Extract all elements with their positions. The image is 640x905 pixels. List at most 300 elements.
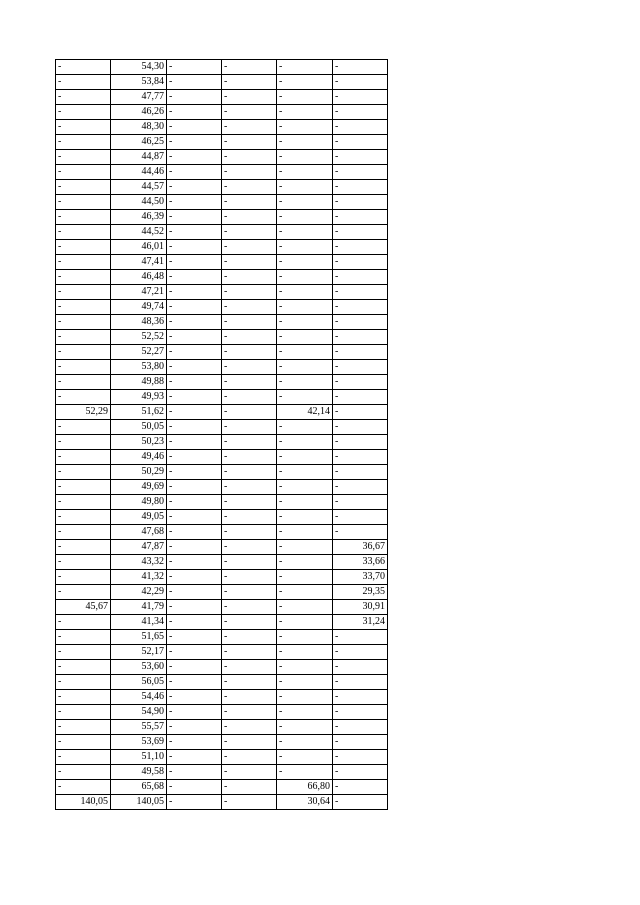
table-cell: - bbox=[277, 720, 333, 735]
table-row bbox=[56, 705, 388, 720]
table-cell: 49,69 bbox=[111, 480, 167, 495]
table-cell: - bbox=[277, 90, 333, 105]
table-cell: - bbox=[56, 60, 111, 75]
table-row bbox=[56, 645, 388, 660]
table-cell: - bbox=[222, 555, 277, 570]
table-row bbox=[56, 570, 388, 585]
table-cell: - bbox=[167, 180, 222, 195]
table-cell: 44,50 bbox=[111, 195, 167, 210]
table-cell: - bbox=[277, 480, 333, 495]
table-cell: - bbox=[277, 600, 333, 615]
table-cell: - bbox=[56, 780, 111, 795]
table-cell: - bbox=[222, 540, 277, 555]
table-cell: - bbox=[56, 180, 111, 195]
table-cell: - bbox=[277, 750, 333, 765]
table-cell: 33,70 bbox=[333, 570, 388, 585]
table-cell: - bbox=[167, 105, 222, 120]
table-cell: - bbox=[222, 285, 277, 300]
table-cell: - bbox=[333, 795, 388, 810]
table-cell: - bbox=[277, 240, 333, 255]
table-cell: - bbox=[56, 510, 111, 525]
table-row bbox=[56, 690, 388, 705]
table-cell: - bbox=[222, 255, 277, 270]
table-cell: 45,67 bbox=[56, 600, 111, 615]
table-cell: - bbox=[222, 765, 277, 780]
table-cell: - bbox=[56, 300, 111, 315]
table-cell: - bbox=[222, 495, 277, 510]
table-cell: - bbox=[277, 150, 333, 165]
table-cell: - bbox=[167, 765, 222, 780]
table-cell: - bbox=[277, 390, 333, 405]
table-cell: 47,41 bbox=[111, 255, 167, 270]
table-row bbox=[56, 585, 388, 600]
table-cell: - bbox=[56, 615, 111, 630]
table-row bbox=[56, 795, 388, 810]
table-row bbox=[56, 435, 388, 450]
table-cell: - bbox=[277, 315, 333, 330]
table-cell: - bbox=[277, 495, 333, 510]
table-cell: - bbox=[222, 735, 277, 750]
table-cell: - bbox=[333, 60, 388, 75]
table-cell: - bbox=[167, 720, 222, 735]
table-cell: - bbox=[277, 330, 333, 345]
table-cell: - bbox=[56, 270, 111, 285]
table-cell: - bbox=[167, 705, 222, 720]
table-cell: 54,30 bbox=[111, 60, 167, 75]
table-cell: - bbox=[333, 705, 388, 720]
table-cell: 53,80 bbox=[111, 360, 167, 375]
table-row bbox=[56, 225, 388, 240]
table-cell: - bbox=[56, 660, 111, 675]
table-row bbox=[56, 420, 388, 435]
table-cell: 55,57 bbox=[111, 720, 167, 735]
table-row bbox=[56, 765, 388, 780]
table-cell: - bbox=[333, 345, 388, 360]
table-cell: - bbox=[333, 435, 388, 450]
table-cell: 33,66 bbox=[333, 555, 388, 570]
table-cell: 44,52 bbox=[111, 225, 167, 240]
table-cell: - bbox=[222, 360, 277, 375]
table-row bbox=[56, 510, 388, 525]
table-cell: - bbox=[56, 735, 111, 750]
table-cell: - bbox=[277, 645, 333, 660]
table-row bbox=[56, 330, 388, 345]
table-cell: - bbox=[167, 780, 222, 795]
table-cell: - bbox=[56, 240, 111, 255]
table-cell: - bbox=[277, 300, 333, 315]
table-cell: - bbox=[333, 225, 388, 240]
table-row bbox=[56, 285, 388, 300]
table-cell: - bbox=[222, 720, 277, 735]
table-cell: - bbox=[167, 540, 222, 555]
table-cell: - bbox=[333, 465, 388, 480]
table-cell: - bbox=[277, 135, 333, 150]
table-cell: - bbox=[333, 270, 388, 285]
table-cell: - bbox=[333, 300, 388, 315]
table-cell: - bbox=[56, 330, 111, 345]
table-cell: - bbox=[56, 570, 111, 585]
table-cell: - bbox=[56, 165, 111, 180]
table-cell: - bbox=[167, 300, 222, 315]
table-row bbox=[56, 495, 388, 510]
table-cell: - bbox=[56, 630, 111, 645]
table-row bbox=[56, 195, 388, 210]
table-cell: - bbox=[56, 225, 111, 240]
table-row bbox=[56, 375, 388, 390]
table-cell: 50,23 bbox=[111, 435, 167, 450]
table-cell: - bbox=[167, 150, 222, 165]
table-cell: 30,64 bbox=[277, 795, 333, 810]
table-cell: - bbox=[333, 420, 388, 435]
table-cell: 44,46 bbox=[111, 165, 167, 180]
table-cell: - bbox=[222, 675, 277, 690]
table-cell: - bbox=[56, 255, 111, 270]
table-cell: - bbox=[277, 345, 333, 360]
table-cell: - bbox=[167, 90, 222, 105]
table-cell: - bbox=[56, 690, 111, 705]
table-cell: - bbox=[277, 465, 333, 480]
table-cell: 48,36 bbox=[111, 315, 167, 330]
table-row bbox=[56, 255, 388, 270]
table-cell: - bbox=[167, 630, 222, 645]
table-cell: - bbox=[56, 90, 111, 105]
table-cell: - bbox=[277, 210, 333, 225]
table-cell: - bbox=[277, 360, 333, 375]
table-cell: - bbox=[56, 195, 111, 210]
table-body bbox=[56, 60, 388, 810]
table-row bbox=[56, 75, 388, 90]
data-table bbox=[55, 59, 388, 810]
table-row bbox=[56, 315, 388, 330]
table-cell: 47,87 bbox=[111, 540, 167, 555]
table-cell: 30,91 bbox=[333, 600, 388, 615]
table-cell: - bbox=[222, 375, 277, 390]
table-cell: - bbox=[277, 225, 333, 240]
table-cell: - bbox=[222, 525, 277, 540]
table-cell: - bbox=[56, 675, 111, 690]
table-cell: - bbox=[56, 420, 111, 435]
table-cell: - bbox=[56, 465, 111, 480]
table-row bbox=[56, 300, 388, 315]
table-cell: - bbox=[277, 105, 333, 120]
table-cell: 41,32 bbox=[111, 570, 167, 585]
table-cell: - bbox=[56, 585, 111, 600]
table-cell: 42,29 bbox=[111, 585, 167, 600]
table-cell: - bbox=[277, 765, 333, 780]
table-cell: - bbox=[333, 450, 388, 465]
table-cell: - bbox=[222, 315, 277, 330]
table-cell: - bbox=[167, 570, 222, 585]
table-cell: - bbox=[222, 300, 277, 315]
table-cell: - bbox=[222, 60, 277, 75]
table-cell: - bbox=[167, 240, 222, 255]
table-cell: 56,05 bbox=[111, 675, 167, 690]
table-cell: - bbox=[222, 615, 277, 630]
table-cell: - bbox=[56, 285, 111, 300]
table-cell: - bbox=[277, 615, 333, 630]
table-cell: - bbox=[56, 540, 111, 555]
table-cell: - bbox=[222, 795, 277, 810]
table-cell: - bbox=[56, 720, 111, 735]
table-cell: - bbox=[333, 255, 388, 270]
table-cell: - bbox=[277, 375, 333, 390]
table-cell: - bbox=[222, 405, 277, 420]
table-cell: - bbox=[333, 315, 388, 330]
table-cell: - bbox=[277, 570, 333, 585]
table-row bbox=[56, 150, 388, 165]
table-cell: - bbox=[333, 765, 388, 780]
table-cell: - bbox=[167, 390, 222, 405]
table-cell: - bbox=[56, 450, 111, 465]
table-cell: - bbox=[222, 105, 277, 120]
table-cell: - bbox=[277, 510, 333, 525]
table-row bbox=[56, 60, 388, 75]
table-cell: - bbox=[167, 285, 222, 300]
table-cell: - bbox=[333, 735, 388, 750]
table-cell: 49,74 bbox=[111, 300, 167, 315]
table-cell: - bbox=[167, 225, 222, 240]
table-cell: - bbox=[56, 135, 111, 150]
table-cell: 46,25 bbox=[111, 135, 167, 150]
table-row bbox=[56, 390, 388, 405]
table-cell: - bbox=[333, 525, 388, 540]
table-cell: - bbox=[167, 465, 222, 480]
table-cell: - bbox=[56, 375, 111, 390]
table-row bbox=[56, 270, 388, 285]
table-cell: - bbox=[222, 510, 277, 525]
table-cell: - bbox=[277, 690, 333, 705]
table-cell: - bbox=[56, 435, 111, 450]
table-cell: - bbox=[277, 285, 333, 300]
table-cell: 51,62 bbox=[111, 405, 167, 420]
table-cell: 43,32 bbox=[111, 555, 167, 570]
table-cell: 52,52 bbox=[111, 330, 167, 345]
table-cell: 36,67 bbox=[333, 540, 388, 555]
table-cell: - bbox=[333, 165, 388, 180]
table-cell: - bbox=[222, 420, 277, 435]
table-cell: - bbox=[167, 525, 222, 540]
table-cell: - bbox=[167, 555, 222, 570]
table-cell: - bbox=[167, 405, 222, 420]
table-cell: 54,46 bbox=[111, 690, 167, 705]
table-cell: - bbox=[222, 750, 277, 765]
table-cell: - bbox=[56, 750, 111, 765]
table-row bbox=[56, 615, 388, 630]
table-row bbox=[56, 360, 388, 375]
table-cell: - bbox=[167, 600, 222, 615]
table-cell: - bbox=[56, 480, 111, 495]
table-cell: - bbox=[333, 105, 388, 120]
table-cell: - bbox=[277, 585, 333, 600]
table-cell: 49,58 bbox=[111, 765, 167, 780]
table-cell: 42,14 bbox=[277, 405, 333, 420]
table-cell: - bbox=[167, 195, 222, 210]
table-cell: - bbox=[222, 135, 277, 150]
table-cell: 47,77 bbox=[111, 90, 167, 105]
table-row bbox=[56, 465, 388, 480]
table-cell: 48,30 bbox=[111, 120, 167, 135]
table-cell: 46,26 bbox=[111, 105, 167, 120]
table-cell: - bbox=[222, 480, 277, 495]
table-cell: - bbox=[167, 645, 222, 660]
table-cell: - bbox=[333, 375, 388, 390]
table-cell: 140,05 bbox=[111, 795, 167, 810]
table-cell: - bbox=[56, 210, 111, 225]
table-cell: 46,48 bbox=[111, 270, 167, 285]
table-cell: 53,84 bbox=[111, 75, 167, 90]
table-cell: - bbox=[167, 375, 222, 390]
table-cell: - bbox=[167, 60, 222, 75]
table-cell: - bbox=[167, 135, 222, 150]
table-cell: 52,17 bbox=[111, 645, 167, 660]
table-cell: - bbox=[56, 105, 111, 120]
table-cell: - bbox=[333, 90, 388, 105]
table-cell: - bbox=[222, 210, 277, 225]
table-cell: - bbox=[277, 120, 333, 135]
table-cell: - bbox=[167, 660, 222, 675]
table-cell: - bbox=[333, 750, 388, 765]
table-cell: 50,29 bbox=[111, 465, 167, 480]
table-cell: - bbox=[222, 225, 277, 240]
table-cell: - bbox=[333, 630, 388, 645]
table-cell: 53,60 bbox=[111, 660, 167, 675]
table-cell: 51,10 bbox=[111, 750, 167, 765]
table-cell: - bbox=[222, 780, 277, 795]
table-cell: - bbox=[277, 195, 333, 210]
table-cell: 53,69 bbox=[111, 735, 167, 750]
table-row bbox=[56, 720, 388, 735]
table-cell: - bbox=[333, 150, 388, 165]
table-cell: - bbox=[333, 240, 388, 255]
table-row bbox=[56, 540, 388, 555]
table-row bbox=[56, 90, 388, 105]
table-row bbox=[56, 240, 388, 255]
table-cell: - bbox=[222, 450, 277, 465]
table-cell: - bbox=[167, 615, 222, 630]
table-cell: - bbox=[222, 330, 277, 345]
table-cell: 140,05 bbox=[56, 795, 111, 810]
table-cell: - bbox=[222, 660, 277, 675]
table-cell: - bbox=[167, 120, 222, 135]
table-cell: - bbox=[277, 180, 333, 195]
table-cell: - bbox=[333, 780, 388, 795]
table-cell: - bbox=[56, 525, 111, 540]
table-cell: - bbox=[56, 705, 111, 720]
table-cell: - bbox=[333, 690, 388, 705]
table-cell: - bbox=[333, 135, 388, 150]
table-cell: - bbox=[222, 390, 277, 405]
table-cell: - bbox=[222, 600, 277, 615]
table-row bbox=[56, 750, 388, 765]
table-cell: 50,05 bbox=[111, 420, 167, 435]
table-cell: - bbox=[333, 210, 388, 225]
table-cell: - bbox=[222, 630, 277, 645]
table-cell: - bbox=[56, 765, 111, 780]
table-cell: 52,27 bbox=[111, 345, 167, 360]
table-cell: - bbox=[56, 120, 111, 135]
table-cell: - bbox=[167, 75, 222, 90]
table-cell: 65,68 bbox=[111, 780, 167, 795]
table-cell: - bbox=[333, 510, 388, 525]
table-cell: - bbox=[222, 240, 277, 255]
table-cell: - bbox=[167, 585, 222, 600]
table-cell: - bbox=[167, 270, 222, 285]
table-cell: 31,24 bbox=[333, 615, 388, 630]
table-row bbox=[56, 600, 388, 615]
table-cell: - bbox=[277, 705, 333, 720]
table-cell: - bbox=[222, 570, 277, 585]
table-cell: - bbox=[167, 165, 222, 180]
table-row bbox=[56, 675, 388, 690]
table-row bbox=[56, 450, 388, 465]
table-cell: - bbox=[222, 585, 277, 600]
table-cell: - bbox=[56, 645, 111, 660]
table-row bbox=[56, 735, 388, 750]
table-cell: - bbox=[277, 555, 333, 570]
table-cell: - bbox=[56, 495, 111, 510]
table-cell: - bbox=[167, 510, 222, 525]
table-cell: - bbox=[167, 210, 222, 225]
table-cell: - bbox=[222, 465, 277, 480]
table-cell: - bbox=[277, 450, 333, 465]
table-cell: - bbox=[277, 630, 333, 645]
table-row bbox=[56, 120, 388, 135]
table-cell: - bbox=[167, 450, 222, 465]
table-cell: - bbox=[167, 330, 222, 345]
table-cell: - bbox=[167, 315, 222, 330]
table-cell: - bbox=[333, 390, 388, 405]
table-cell: - bbox=[333, 360, 388, 375]
table-cell: - bbox=[333, 195, 388, 210]
table-cell: 44,87 bbox=[111, 150, 167, 165]
table-cell: - bbox=[277, 525, 333, 540]
table-cell: - bbox=[222, 270, 277, 285]
table-row bbox=[56, 555, 388, 570]
table-cell: - bbox=[56, 75, 111, 90]
table-cell: 47,21 bbox=[111, 285, 167, 300]
table-cell: 49,46 bbox=[111, 450, 167, 465]
table-cell: - bbox=[222, 435, 277, 450]
table-cell: - bbox=[167, 735, 222, 750]
table-cell: - bbox=[222, 195, 277, 210]
table-cell: 41,34 bbox=[111, 615, 167, 630]
table-cell: - bbox=[277, 165, 333, 180]
table-row bbox=[56, 135, 388, 150]
table-cell: - bbox=[167, 480, 222, 495]
table-row bbox=[56, 165, 388, 180]
table-cell: - bbox=[222, 90, 277, 105]
table-cell: - bbox=[56, 150, 111, 165]
table-row bbox=[56, 210, 388, 225]
table-cell: 49,88 bbox=[111, 375, 167, 390]
table-cell: - bbox=[333, 675, 388, 690]
table-cell: - bbox=[277, 255, 333, 270]
table-cell: - bbox=[56, 360, 111, 375]
table-cell: - bbox=[222, 705, 277, 720]
table-cell: 46,39 bbox=[111, 210, 167, 225]
table-cell: - bbox=[333, 285, 388, 300]
table-cell: - bbox=[277, 75, 333, 90]
table-row bbox=[56, 105, 388, 120]
table-cell: 46,01 bbox=[111, 240, 167, 255]
table-cell: 49,93 bbox=[111, 390, 167, 405]
table-cell: - bbox=[167, 795, 222, 810]
table-cell: - bbox=[333, 120, 388, 135]
table-cell: - bbox=[167, 495, 222, 510]
table-cell: - bbox=[277, 270, 333, 285]
table-row bbox=[56, 630, 388, 645]
table-cell: - bbox=[167, 675, 222, 690]
